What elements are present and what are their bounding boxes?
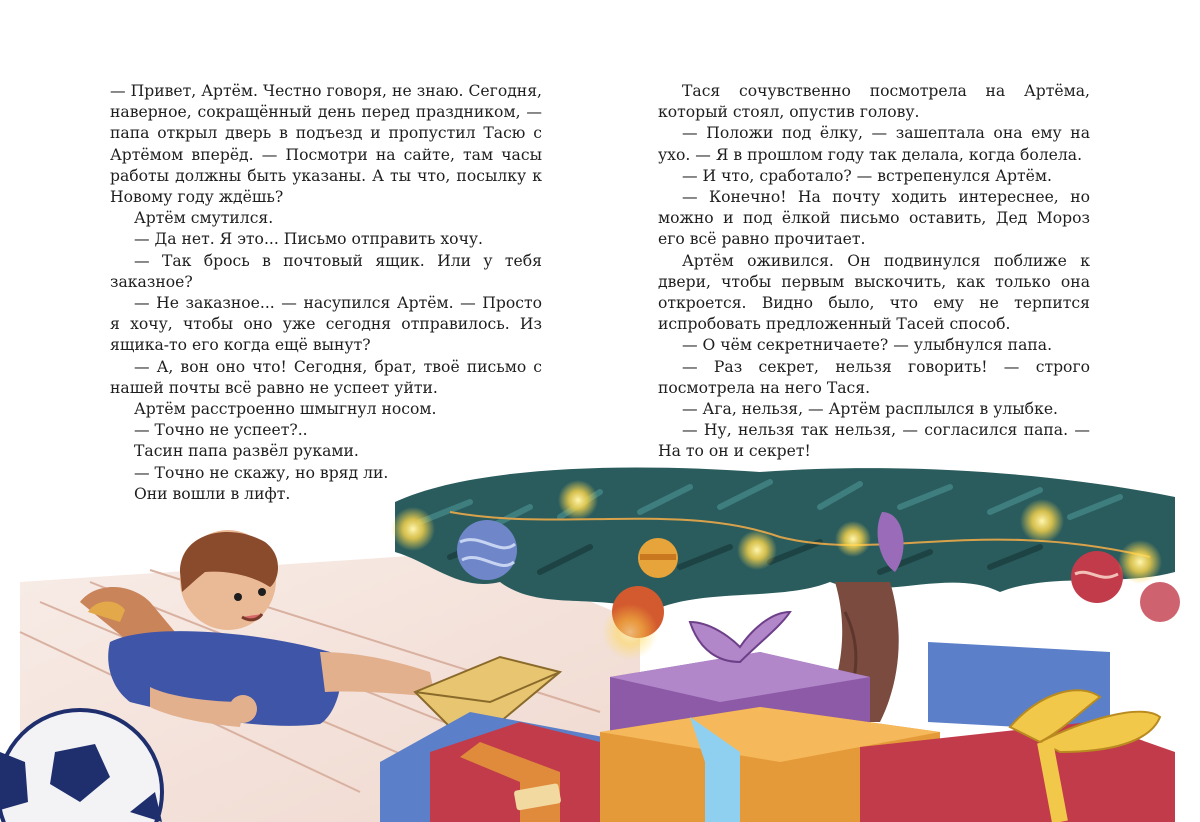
paragraph: — Не заказное... — насупился Артём. — Просто я хочу, чтобы оно уже сегодня отправилось. Из ящика-то его когда ещё вынут? — [110, 294, 542, 355]
paragraph: Артём смутился. — [134, 209, 274, 228]
left-page-text — [110, 81, 542, 505]
paragraph: — Конечно! На почту ходить интереснее, но можно и под ёлкой письмо оставить, Дед Мороз его всё равно прочитает. — [658, 188, 1090, 249]
paragraph: — А, вон оно что! Сегодня, брат, твоё письмо с нашей почты всё равно не успеет уйти. — [110, 357, 542, 397]
paragraph: Артём оживился. Он подвинулся поближе к двери, чтобы первым выскочить, как только она откроется. Видно было, что ему не терпится испробовать предложенный Тасей способ. — [658, 251, 1090, 334]
paragraph: — И что, сработало? — встрепенулся Артём. — [682, 166, 1052, 185]
paragraph: Тасин папа развёл руками. — [134, 442, 359, 461]
paragraph: — Да нет. Я это... Письмо отправить хочу. — [134, 230, 484, 249]
paragraph: — Положи под ёлку, — зашептала она ему на ухо. — Я в прошлом году так делала, когда болела. — [658, 124, 1090, 164]
paragraph: — Так брось в почтовый ящик. Или у тебя заказное? — [110, 251, 542, 291]
paragraph: — О чём секретничаете? — улыбнулся папа. — [682, 336, 1053, 355]
paragraph: Тася сочувственно посмотрела на Артёма, который стоял, опустив голову. — [658, 82, 1090, 122]
paragraph: — Привет, Артём. Честно говоря, не знаю. Сегодня, наверное, сокращённый день перед праздником, — папа открыл дверь в подъезд и пропустил Тасю с Артёмом вперёд. — Посмотри на сайте, там часы работы должны быть указаны. А ты что, посылку к Новому году ждёшь? — [110, 82, 542, 207]
right-page-text — [658, 81, 1090, 463]
christmas-illustration — [0, 462, 1200, 822]
paragraph: — Точно не скажу, но вряд ли. — [134, 463, 389, 482]
paragraph: — Точно не успеет?.. — [134, 421, 308, 440]
paragraph: Артём расстроенно шмыгнул носом. — [134, 400, 437, 419]
paragraph: — Ага, нельзя, — Артём расплылся в улыбке. — [682, 400, 1059, 419]
paragraph: Они вошли в лифт. — [134, 484, 291, 503]
paragraph: — Раз секрет, нельзя говорить! — строго посмотрела на него Тася. — [658, 357, 1090, 397]
paragraph: — Ну, нельзя так нельзя, — согласился папа. — На то он и секрет! — [658, 421, 1090, 461]
